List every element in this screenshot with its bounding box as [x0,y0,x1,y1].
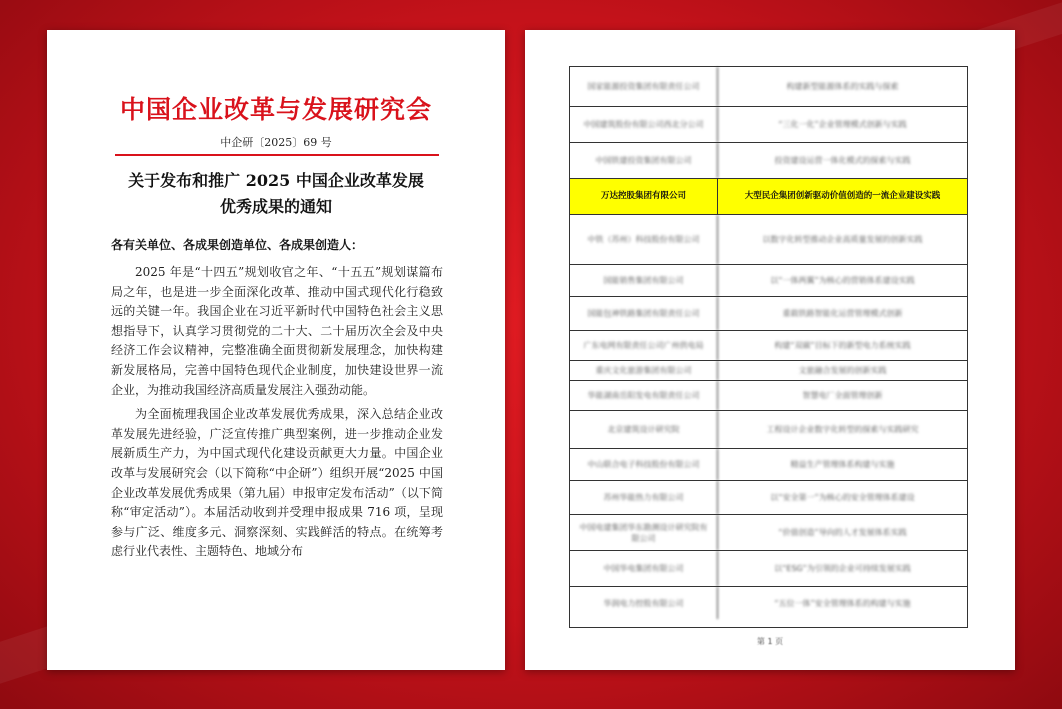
company-cell: 国能销售集团有限公司 [570,265,718,296]
table-row [570,587,967,619]
company-cell: 国能包神铁路集团有限责任公司 [570,297,718,330]
result-cell: “五位一体”安全管理体系的构建与实施 [774,598,911,608]
company-cell: 中国华电集团有限公司 [570,551,718,586]
table-row [570,143,967,179]
company-cell: 广东电网有限责任公司广州供电局 [570,331,718,360]
company-cell: 华能湖南岳阳发电有限责任公司 [570,381,718,410]
result-cell: 智慧电厂全面管理创新 [802,391,883,400]
notice-title [77,168,475,220]
table-row-highlighted [570,179,967,215]
table-row [570,481,967,515]
notice-page [47,30,505,670]
company-cell: 华润电力控股有限公司 [570,587,718,619]
company-cell: 中国铁建投资集团有限公司 [570,143,718,178]
result-cell: “三化一化”企业管理模式创新与实践 [778,120,907,129]
company-cell: 中国电建集团华东勘测设计研究院有限公司 [570,515,718,550]
result-cell: 重载铁路智能化运营管理模式创新 [782,309,903,318]
company-cell: 中铁（苏州）科技股份有限公司 [570,215,718,264]
table-row [570,361,967,381]
company-cell: 北京建筑设计研究院 [570,411,718,448]
result-cell: 精益生产管理体系构建与实施 [790,460,895,469]
result-cell: 以“一体两翼”为核心的营销体系建设实践 [770,276,915,285]
result-cell: 以“安全第一”为核心的安全管理体系建设 [770,493,915,502]
results-table [569,66,968,628]
result-cell: 构建“双碳”目标下的新型电力系统实践 [774,341,911,350]
salutation: 各有关单位、各成果创造单位、各成果创造人： [111,238,364,252]
table-row [570,515,967,551]
company-cell: 万达控股集团有限公司 [570,179,718,214]
result-cell: 以数字化转型推动企业高质量发展的创新实践 [762,235,923,244]
org-title: 中国企业改革与发展研究会 [119,95,432,124]
result-cell: 工程设计企业数字化转型的探索与实践研究 [766,425,919,434]
table-row [570,381,967,411]
company-cell: 重庆文化旅游集团有限公司 [570,361,718,380]
notice-title-line1: 关于发布和推广 2025 中国企业改革发展 [128,171,424,190]
company-cell: 国家能源投资集团有限责任公司 [570,67,718,106]
table-row [570,67,967,107]
result-cell: 大型民企集团创新驱动价值创造的一流企业建设实践 [744,191,941,201]
result-cell: 文旅融合发展的创新实践 [798,366,887,375]
result-cell: 投资建设运营一体化模式的探索与实践 [774,156,911,165]
table-row [570,297,967,331]
company-cell: 中国建筑股份有限公司西北分公司 [570,107,718,142]
table-row [570,551,967,587]
notice-body [111,263,443,567]
result-cell: 以“ESG”为引领的企业可持续发展实践 [774,564,911,573]
table-row [570,331,967,361]
results-list-page [525,30,1015,670]
table-row [570,265,967,297]
table-row [570,449,967,481]
red-divider [115,154,439,156]
page-number: 第 1 页 [756,637,784,646]
doc-number: 中企研〔2025〕69 号 [220,136,332,149]
table-row [570,215,967,265]
notice-title-line2: 优秀成果的通知 [219,197,332,216]
company-cell: 苏州华能热力有限公司 [570,481,718,514]
table-row [570,107,967,143]
paragraph-2: 为全面梳理我国企业改革发展优秀成果，深入总结企业改革发展先进经验，广泛宣传推广典型案例，进一步推动企业发展新质生产力，为中国式现代化建设贡献更大力量。中国企业改革与发展研究会（以下简称“中企研”）组织开展“2025 中国企业改革发展优秀成果（第九届）申报审定发布活动”（以下简称“审定活动”）。本届活动收到并受理申报成果 716 项，呈现参与广泛、维度多元、洞察深刻、实践鲜活的特点。在统筹考虑行业代表性、主题特色、地域分布 [111,407,443,559]
result-cell: 构建新型能源体系的实践与探索 [786,82,899,91]
paragraph-1: 2025 年是“十四五”规划收官之年、“十五五”规划谋篇布局之年，也是进一步全面深化改革、推动中国式现代化行稳致远的关键一年。我国企业在习近平新时代中国特色社会主义思想指导下，认真学习贯彻党的二十大、二十届历次全会及中央经济工作会议精神，完整准确全面贯彻新发展理念，加快构建新发展格局，完善中国特色现代企业制度，加快建设世界一流企业，为推动我国经济高质量发展注入强劲动能。 [111,265,443,397]
table-row [570,411,967,449]
company-cell: 中山联合电子科技股份有限公司 [570,449,718,480]
result-cell: “价值创造”导向的人才发展体系实践 [778,528,907,537]
